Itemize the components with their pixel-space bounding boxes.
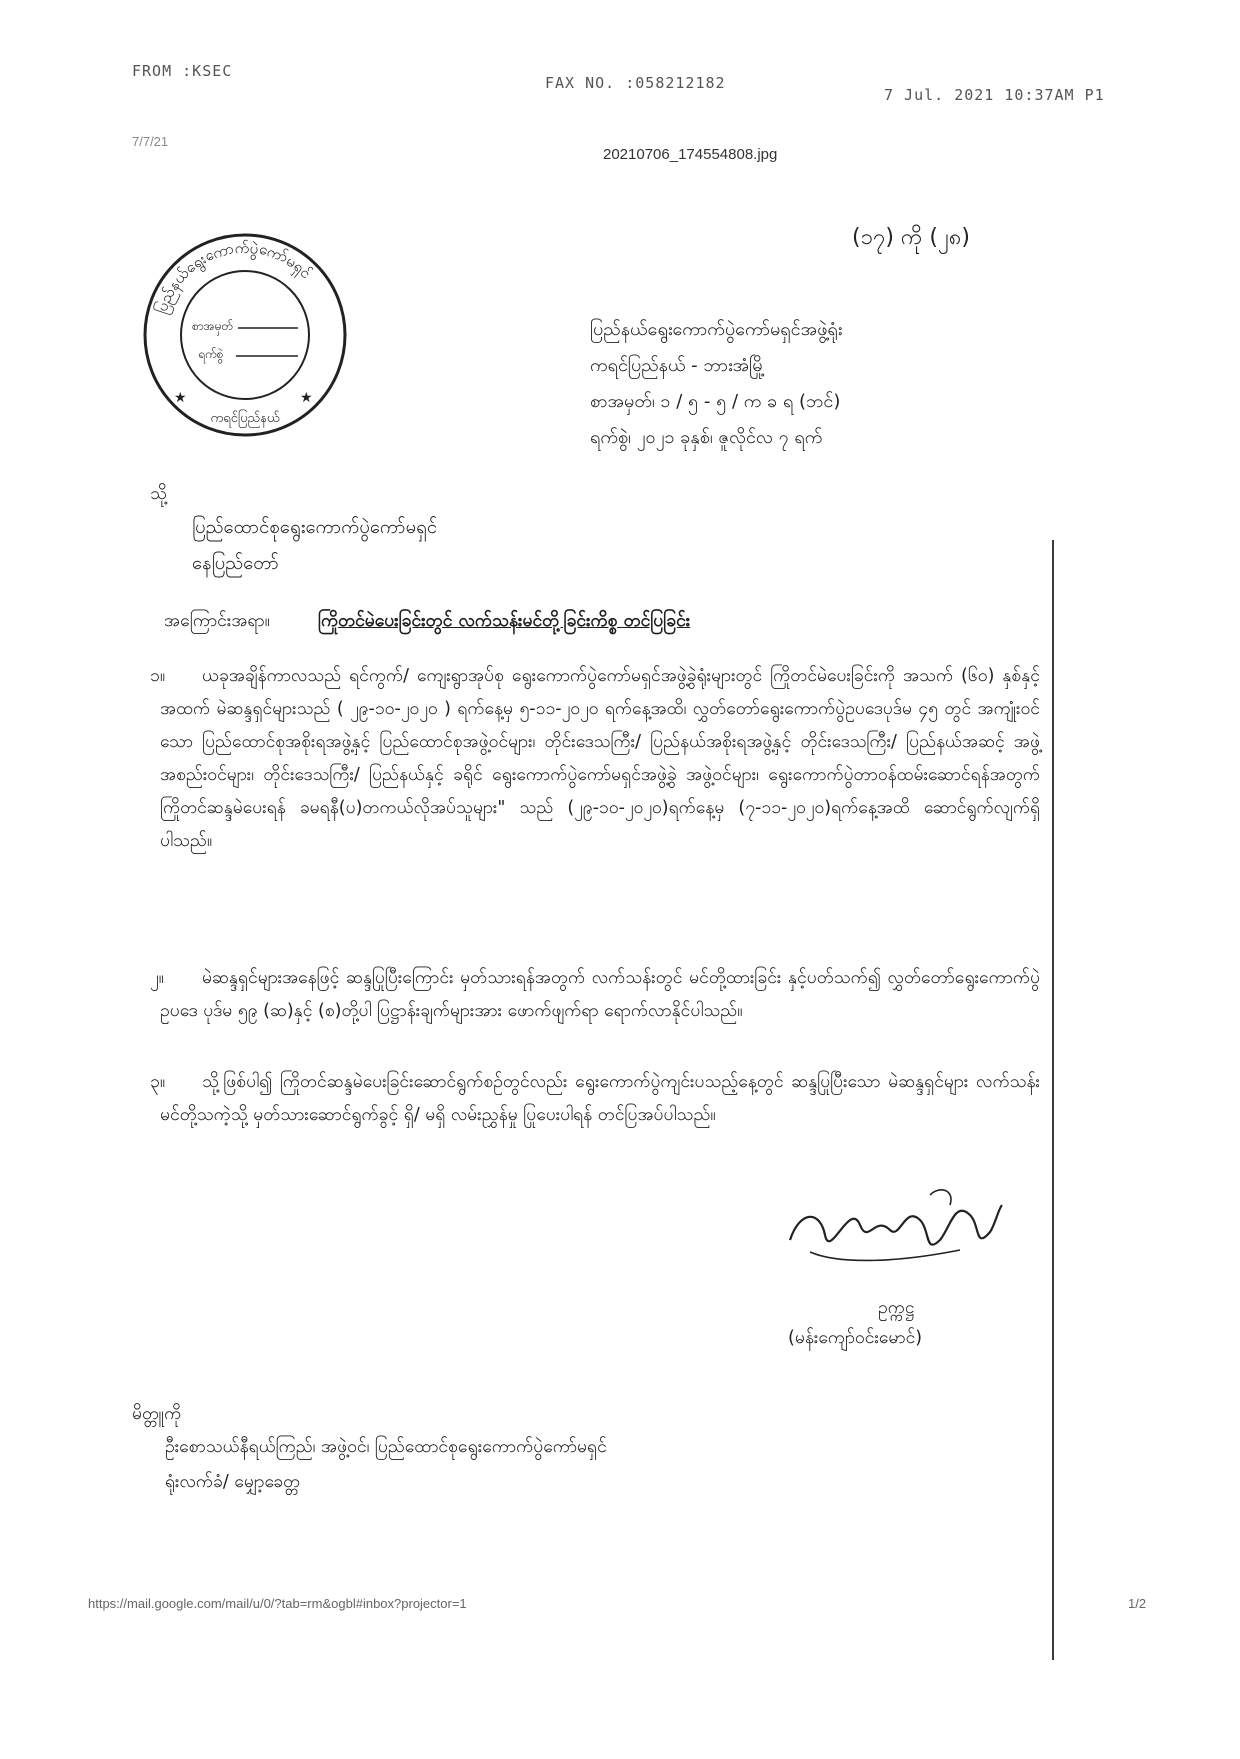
office-seal-stamp bbox=[140, 230, 350, 440]
signatory-name: (မန်းကျော်ဝင်းမောင်) bbox=[788, 1328, 923, 1348]
copy-to-member: ဦးစောသယ်နီရယ်ကြည်၊ အဖွဲ့ဝင်၊ ပြည်ထောင်စုရွေးကောက်ပွဲကော်မရှင် bbox=[165, 1437, 607, 1457]
subject-text: ကြိုတင်မဲပေးခြင်းတွင် လက်သန်းမင်တို့ခြင်းကိစ္စ တင်ပြခြင်း bbox=[318, 611, 691, 631]
svg-text:★: ★ bbox=[174, 390, 187, 406]
stamp-line-date: ရက်စွဲ bbox=[198, 347, 224, 361]
footer-page-number: 1/2 bbox=[1128, 1596, 1147, 1611]
signatory-title: ဥက္ကဋ္ဌ bbox=[878, 1298, 915, 1318]
stamp-line-ref: စာအမှတ် bbox=[192, 319, 234, 333]
paragraph-2-number: ၂။ bbox=[150, 968, 164, 988]
fax-number: FAX NO. :058212182 bbox=[545, 74, 726, 92]
attachment-filename: 20210706_174554808.jpg bbox=[603, 146, 778, 163]
fax-from: FROM :KSEC bbox=[132, 62, 233, 80]
copy-to-list bbox=[165, 1430, 607, 1500]
corner-handwritten-mark: 7/7/21 bbox=[132, 134, 169, 149]
reference-office: ပြည်နယ်ရွေးကောက်ပွဲကော်မရှင်အဖွဲ့ရုံး bbox=[590, 319, 843, 340]
handwritten-signature bbox=[780, 1170, 1010, 1280]
reference-block bbox=[590, 312, 842, 456]
reference-date: ရက်စွဲ၊ ၂၀၂၁ ခုနှစ်၊ ဇူလိုင်လ ၇ ရက် bbox=[590, 427, 823, 448]
stamp-ring-text: ပြည်နယ်ရွေးကောက်ပွဲကော်မရှင် bbox=[152, 238, 316, 316]
footer-url: https://mail.google.com/mail/u/0/?tab=rm&ogbl#inbox?projector=1 bbox=[88, 1596, 467, 1611]
stamp-bottom-text: ကရင်ပြည်နယ် bbox=[210, 411, 280, 426]
reference-letter-no: စာအမှတ်၊ ၁ / ၅ - ၅ / က ခ ရ (ဘင်) bbox=[590, 391, 841, 412]
paragraph-2-text: မဲဆန္ဒရှင်များအနေဖြင့် ဆန္ဒပြုပြီးကြောင်း မှတ်သားရန်အတွက် လက်သန်းတွင် မင်တို့ထားခြင်း နှင့်ပတ်သက်၍ လွှတ်တော်ရွေးကောက်ပွဲဥပဒေ ပုဒ်မ ၅၉ (ဆ)နှင့် (စ)တို့ပါ ပြဋ္ဌာန်းချက်များအား ဖောက်ဖျက်ရာ ရောက်လာနိုင်ပါသည်။ bbox=[160, 968, 1040, 1021]
paragraph-1-number: ၁။ bbox=[150, 666, 166, 686]
subject-label: အကြောင်းအရာ။ bbox=[164, 611, 270, 631]
paragraph-3-number: ၃။ bbox=[150, 1072, 166, 1092]
svg-text:ပြည်နယ်ရွေးကောက်ပွဲကော်မရှင် bbox=[151, 239, 315, 317]
to-label: သို့ bbox=[150, 484, 167, 504]
copy-to-label: မိတ္တူကို bbox=[132, 1404, 182, 1424]
page-mark: (၁၇) ကို (၂၈) bbox=[852, 225, 970, 250]
reference-location: ကရင်ပြည်နယ် - ဘားအံမြို့ bbox=[590, 355, 766, 376]
recipient-block bbox=[192, 510, 437, 582]
recipient-city: နေပြည်တော် bbox=[192, 553, 279, 574]
recipient-office: ပြည်ထောင်စုရွေးကောက်ပွဲကော်မရှင် bbox=[192, 517, 438, 538]
paragraph-1-text: ယခုအချိန်ကာလသည် ရင်ကွက်/ ကျေးရွာအုပ်စု ရွေးကောက်ပွဲကော်မရှင်အဖွဲ့ခွဲရုံးများတွင် ကြိုတင်မဲပေးခြင်းကို အသက် (၆၀) နှစ်နှင့် အထက် မဲဆန္ဒရှင်များသည် ( ၂၉-၁၀-၂၀၂၀ ) ရက်နေ့မှ ၅-၁၁-၂၀၂၀ ရက်နေ့အထိ၊ လွှတ်တော်ရွေးကောက်ပွဲဥပဒေပုဒ်မ ၄၅ တွင် အကျုံးဝင်သော ပြည်ထောင်စုအစိုးရအဖွဲ့နှင့် ပြည်ထောင်စုအဖွဲ့ဝင်များ၊ တိုင်းဒေသကြီး/ ပြည်နယ်အစိုးရအဖွဲ့နှင့် တိုင်းဒေသကြီး/ ပြည်နယ်အဆင့် အဖွဲ့အစည်းဝင်များ၊ တိုင်းဒေသကြီး/ ပြည်နယ်နှင့် ခရိုင် ရွေးကောက်ပွဲကော်မရှင်အဖွဲ့ခွဲ အဖွဲ့ဝင်များ၊ ရွေးကောက်ပွဲတာဝန်ထမ်းဆောင်ရန်အတွက် ကြိုတင်ဆန္ဒမဲပေးရန် ခမရနီ(ပ)တကယ်လိုအပ်သူများ" သည် (၂၉-၁၀-၂၀၂၀)ရက်နေ့မှ (၇-၁၁-၂၀၂၀)ရက်နေ့အထိ ဆောင်ရွက်လျက်ရှိပါသည်။ bbox=[160, 666, 1040, 851]
fax-scan-line bbox=[1052, 540, 1054, 1660]
fax-datetime: 7 Jul. 2021 10:37AM P1 bbox=[884, 86, 1105, 104]
paragraph-3-text: သို့ဖြစ်ပါ၍ ကြိုတင်ဆန္ဒမဲပေးခြင်းဆောင်ရွက်စဉ်တွင်လည်း ရွေးကောက်ပွဲကျင်းပသည့်နေ့တွင် ဆန္ဒပြုပြီးသော မဲဆန္ဒရှင်များ လက်သန်းမင်တို့သကဲ့သို့ မှတ်သားဆောင်ရွက်ခွင့် ရှိ/ မရှိ လမ်းညွှန်မှု ပြုပေးပါရန် တင်ပြအပ်ပါသည်။ bbox=[160, 1072, 1040, 1125]
svg-text:★: ★ bbox=[300, 390, 313, 406]
copy-to-office-file: ရုံးလက်ခံ/ မျှော့ခေတ္တ bbox=[165, 1472, 301, 1492]
